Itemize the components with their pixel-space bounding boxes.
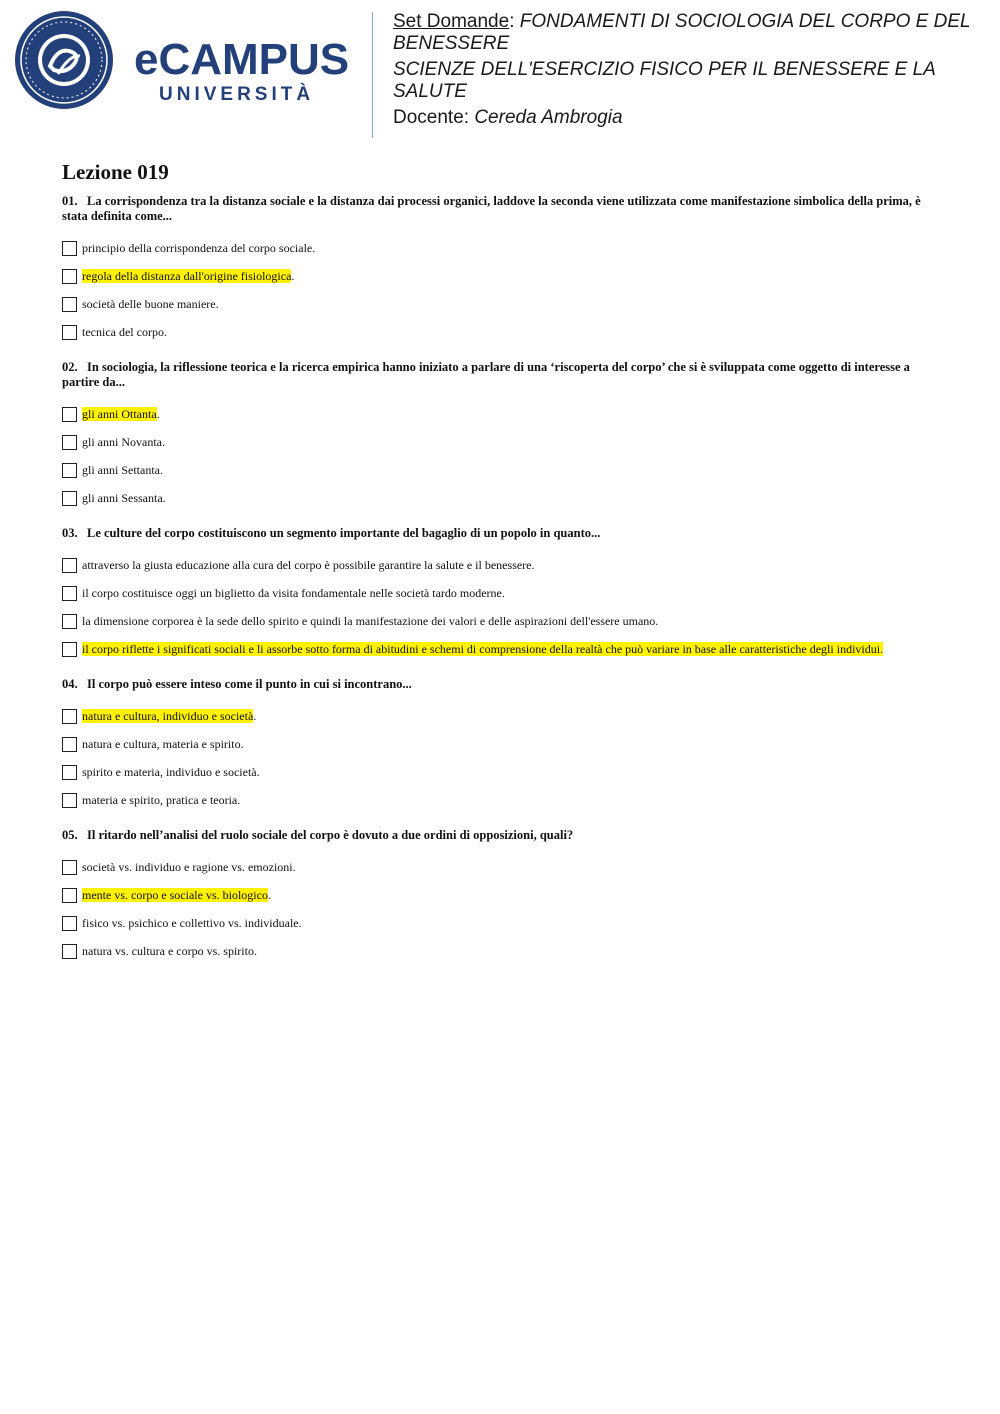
answer-text-highlighted: regola della distanza dall'origine fisiologica	[82, 268, 292, 283]
answer-option[interactable]	[62, 730, 942, 758]
question-body: Le culture del corpo costituiscono un segmento importante del bagaglio di un popolo in quanto...	[87, 526, 601, 540]
answer-text: fisico vs. psichico e collettivo vs. individuale.	[82, 915, 302, 930]
answer-option[interactable]	[62, 881, 942, 909]
answer-text: gli anni Settanta.	[82, 462, 163, 477]
answer-label	[82, 463, 163, 478]
answer-text: natura vs. cultura e corpo vs. spirito.	[82, 943, 257, 958]
answer-text: il corpo costituisce oggi un biglietto da visita fondamentale nelle società tardo moderne.	[82, 585, 505, 600]
answer-label	[82, 297, 219, 312]
answer-label	[82, 642, 883, 657]
set-domande-line: Set Domande: FONDAMENTI DI SOCIOLOGIA DEL CORPO E DEL BENESSERE	[393, 11, 971, 54]
answer-text: tecnica del corpo.	[82, 324, 167, 339]
answer-text: attraverso la giusta educazione alla cura del corpo è possibile garantire la salute e il benessere.	[82, 557, 535, 572]
answer-checkbox[interactable]	[62, 586, 77, 601]
answer-label	[82, 586, 505, 601]
answer-label	[82, 241, 315, 256]
question-text	[62, 194, 942, 224]
question-item	[62, 677, 942, 814]
docente-name: Cereda Ambrogia	[474, 107, 623, 128]
ecampus-logo	[14, 10, 359, 116]
question-number: 03.	[62, 526, 78, 540]
answer-option[interactable]	[62, 786, 942, 814]
answer-option[interactable]	[62, 579, 942, 607]
answer-option[interactable]	[62, 234, 942, 262]
answer-option[interactable]	[62, 428, 942, 456]
answer-label	[82, 269, 294, 284]
course-line	[393, 59, 983, 103]
answer-text: società vs. individuo e ragione vs. emozioni.	[82, 859, 296, 874]
question-body: In sociologia, la riflessione teorica e la ricerca empirica hanno iniziato a parlare di una ‘riscoperta del corpo’ che si è sviluppata come oggetto di interesse a partire da...	[62, 360, 910, 389]
question-body: Il corpo può essere inteso come il punto in cui si incontrano...	[87, 677, 412, 691]
answer-text-highlighted: natura e cultura, individuo e società	[82, 708, 254, 723]
answer-option[interactable]	[62, 937, 942, 965]
question-text	[62, 828, 942, 843]
header-divider	[372, 12, 373, 138]
answer-option[interactable]	[62, 551, 942, 579]
answer-label	[82, 614, 658, 629]
answer-option[interactable]	[62, 758, 942, 786]
answer-option[interactable]	[62, 456, 942, 484]
question-item	[62, 360, 942, 512]
answer-suffix: .	[253, 708, 257, 723]
answer-label	[82, 435, 165, 450]
answer-option[interactable]	[62, 607, 942, 635]
answer-label	[82, 916, 302, 931]
answer-checkbox[interactable]	[62, 325, 77, 340]
answer-checkbox[interactable]	[62, 765, 77, 780]
docente-line	[393, 107, 983, 129]
answer-checkbox[interactable]	[62, 241, 77, 256]
question-number: 05.	[62, 828, 78, 842]
answer-option[interactable]	[62, 400, 942, 428]
docente-label: Docente:	[393, 107, 475, 128]
answer-suffix: .	[267, 887, 271, 902]
answer-label	[82, 407, 160, 422]
answer-checkbox[interactable]	[62, 944, 77, 959]
answer-label	[82, 860, 296, 875]
answer-checkbox[interactable]	[62, 860, 77, 875]
answer-text-highlighted: il corpo riflette i significati sociali e li assorbe sotto forma di abitudini e schemi di comprensione della realtà che può variare in base alle caratteristiche degli individui.	[82, 641, 884, 656]
answer-label	[82, 709, 256, 724]
brand-name: eCAMPUS	[134, 35, 350, 84]
answer-label	[82, 491, 166, 506]
answer-option[interactable]	[62, 318, 942, 346]
answer-option[interactable]	[62, 909, 942, 937]
answer-label	[82, 888, 271, 903]
answer-checkbox[interactable]	[62, 793, 77, 808]
answer-option[interactable]	[62, 635, 942, 663]
answer-text: spirito e materia, individuo e società.	[82, 764, 260, 779]
answer-option[interactable]	[62, 262, 942, 290]
answer-text: la dimensione corporea è la sede dello spirito e quindi la manifestazione dei valori e delle aspirazioni dell'essere umano.	[82, 613, 659, 628]
answer-checkbox[interactable]	[62, 297, 77, 312]
question-text	[62, 360, 942, 390]
answer-suffix: .	[291, 268, 295, 283]
logo-emblem-icon	[14, 10, 114, 110]
answer-option[interactable]	[62, 702, 942, 730]
answer-label	[82, 558, 534, 573]
answer-checkbox[interactable]	[62, 269, 77, 284]
question-number: 04.	[62, 677, 78, 691]
question-number: 02.	[62, 360, 78, 374]
set-title: FONDAMENTI DI SOCIOLOGIA DEL CORPO E DEL BENESSERE	[393, 11, 971, 54]
brand-subtitle: UNIVERSITÀ	[159, 84, 315, 105]
answer-text: gli anni Novanta.	[82, 434, 165, 449]
question-text	[62, 677, 942, 692]
answer-text: società delle buone maniere.	[82, 296, 219, 311]
question-body: Il ritardo nell’analisi del ruolo sociale del corpo è dovuto a due ordini di opposizioni, quali?	[87, 828, 574, 842]
answer-label	[82, 944, 257, 959]
answer-checkbox[interactable]	[62, 709, 77, 724]
answer-text: materia e spirito, pratica e teoria.	[82, 792, 241, 807]
answer-checkbox[interactable]	[62, 558, 77, 573]
set-label: Set Domande	[393, 11, 510, 32]
answer-text-highlighted: mente vs. corpo e sociale vs. biologico	[82, 887, 268, 902]
question-item	[62, 526, 942, 663]
answer-checkbox[interactable]	[62, 463, 77, 478]
answer-suffix: .	[156, 406, 160, 421]
question-body: La corrispondenza tra la distanza sociale e la distanza dai processi organici, laddove la seconda viene utilizzata come manifestazione simbolica della prima, è stata definita come...	[62, 194, 921, 223]
answer-text: principio della corrispondenza del corpo sociale.	[82, 240, 316, 255]
answer-checkbox[interactable]	[62, 491, 77, 506]
answer-label	[82, 737, 244, 752]
answer-text: gli anni Sessanta.	[82, 490, 166, 505]
answer-option[interactable]	[62, 484, 942, 512]
answer-text-highlighted: gli anni Ottanta	[82, 406, 157, 421]
question-item	[62, 828, 942, 965]
course-name: SCIENZE DELL'ESERCIZIO FISICO PER IL BENESSERE E LA SALUTE	[393, 59, 936, 102]
answer-option[interactable]	[62, 290, 942, 318]
answer-checkbox[interactable]	[62, 407, 77, 422]
answer-text: natura e cultura, materia e spirito.	[82, 736, 244, 751]
answer-checkbox[interactable]	[62, 916, 77, 931]
answer-checkbox[interactable]	[62, 614, 77, 629]
question-text	[62, 526, 942, 541]
question-item	[62, 194, 942, 346]
answer-checkbox[interactable]	[62, 642, 77, 657]
answer-label	[82, 793, 240, 808]
lesson-title: Lezione 019	[62, 160, 169, 184]
answer-label	[82, 325, 167, 340]
answer-checkbox[interactable]	[62, 888, 77, 903]
page-header	[0, 0, 1000, 150]
answer-checkbox[interactable]	[62, 737, 77, 752]
answer-checkbox[interactable]	[62, 435, 77, 450]
question-list	[62, 194, 942, 979]
answer-option[interactable]	[62, 853, 942, 881]
answer-label	[82, 765, 260, 780]
question-number: 01.	[62, 194, 78, 208]
header-info	[393, 11, 983, 133]
